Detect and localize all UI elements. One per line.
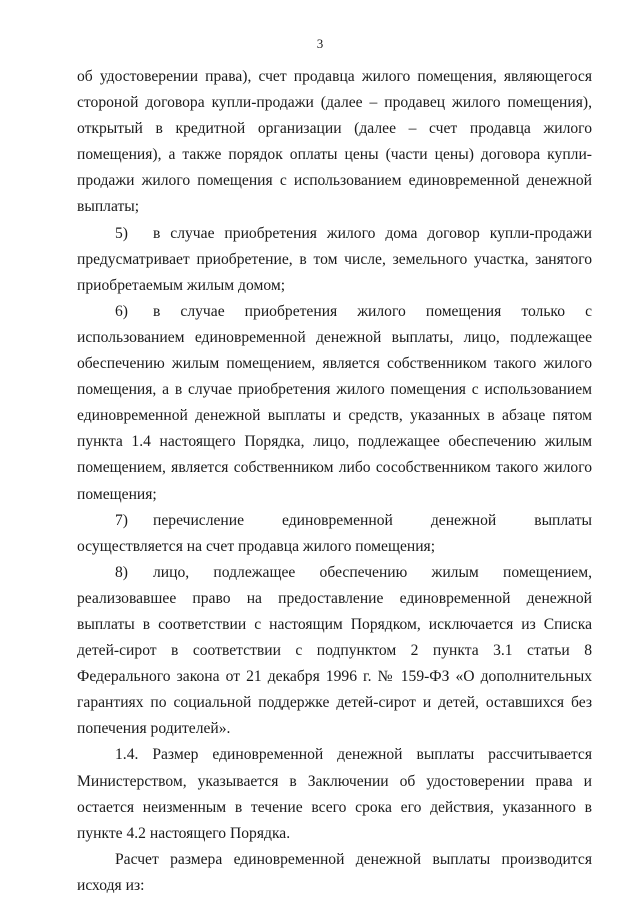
list-item-8 — [77, 560, 592, 743]
paragraph-continuation: об удостоверении права), счет продавца жилого помещения, являющегося стороной договора купли-продажи (далее – продавец жилого помещения), открытый в кредитной организации (далее – счет продавца жилого помещения), а также порядок оплаты цены (части цены) договора купли-продажи жилого помещения с использованием единовременной денежной выплаты; — [77, 68, 592, 216]
list-item-number: 8) — [115, 563, 128, 581]
list-item-text: перечисление единовременной денежной выплаты осуществляется на счет продавца жилого помещения; — [77, 511, 592, 555]
list-item-number: 5) — [115, 224, 128, 242]
paragraph-section-1-4: 1.4. Размер единовременной денежной выплаты рассчитывается Министерством, указывается в Заключении об удостоверении права и остается неизменным в течение всего срока его действия, указанного в пункте 4.2 настоящего Порядка. — [77, 746, 592, 842]
list-item-7 — [77, 508, 592, 560]
list-item-number: 7) — [115, 511, 128, 529]
list-item-number: 6) — [115, 302, 128, 320]
list-item-6 — [77, 299, 592, 508]
document-body — [77, 64, 592, 899]
list-item-text: лицо, подлежащее обеспечению жилым помещением, реализовавшее право на предоставление единовременной денежной выплаты в соответствии с настоящим Порядком, исключается из Списка детей-сирот в соответствии с подпунктом 2 пункта 3.1 статьи 8 Федерального закона от 21 декабря 1996 г. № 159-ФЗ «О дополнительных гарантиях по социальной поддержке детей-сирот и детей, оставшихся без попечения родителей». — [77, 563, 592, 738]
list-item-5 — [77, 221, 592, 299]
list-item-text: в случае приобретения жилого дома договор купли-продажи предусматривает приобретение, в том числе, земельного участка, занятого приобретаемым жилым домом; — [77, 224, 592, 294]
paragraph-calculation: Расчет размера единовременной денежной выплаты производится исходя из: — [77, 850, 592, 894]
list-item-text: в случае приобретения жилого помещения только с использованием единовременной денежной выплаты, лицо, подлежащее обеспечению жилым помещением, является собственником такого жилого помещения, а в случае приобретения жилого помещения с использованием единовременной денежной выплаты и средств, указанных в абзаце пятом пункта 1.4 настоящего Порядка, лицо, подлежащее обеспечению жилым помещением, является собственником либо сособственником такого жилого помещения; — [77, 302, 592, 503]
page-number: 3 — [316, 36, 324, 51]
